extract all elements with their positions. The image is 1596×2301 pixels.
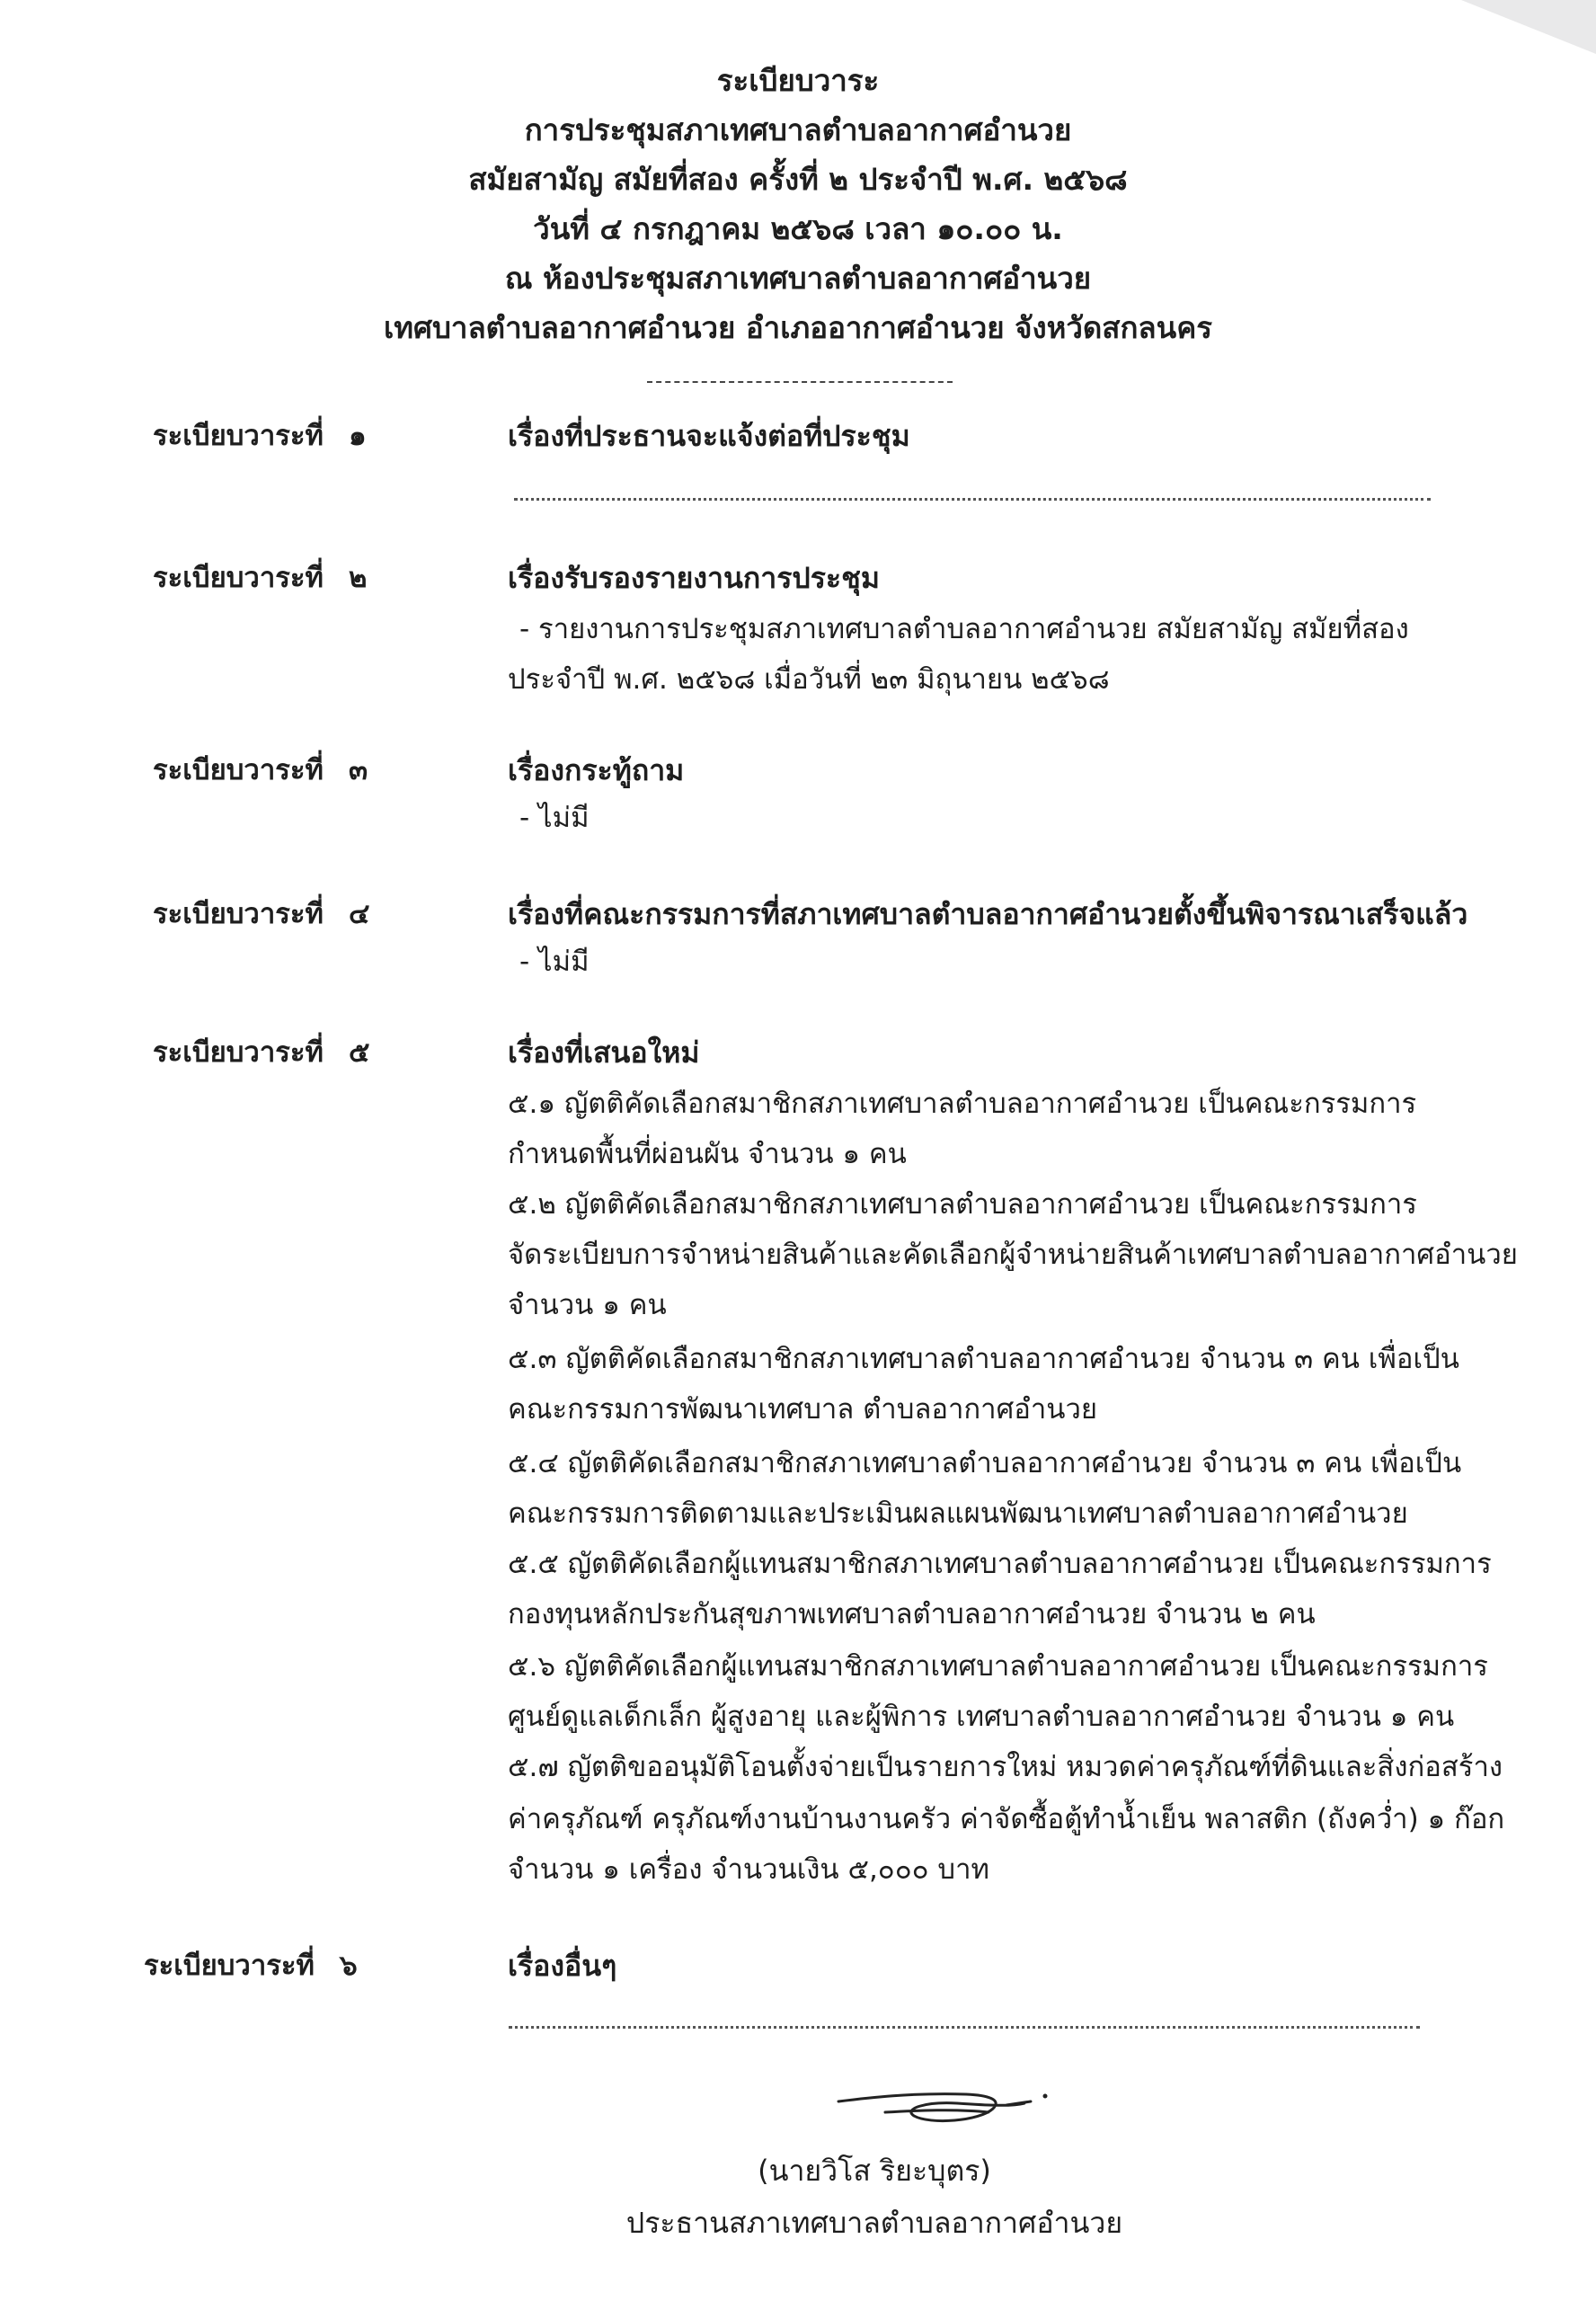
agenda-body-line: ๕.๓ ญัตติคัดเลือกสมาชิกสภาเทศบาลตำบลอากาศอำนวย จำนวน ๓ คน เพื่อเป็น bbox=[508, 1343, 1459, 1375]
agenda-body-line: ๕.๕ ญัตติคัดเลือกผู้แทนสมาชิกสภาเทศบาลตำบลอากาศอำนวย เป็นคณะกรรมการ bbox=[508, 1548, 1492, 1580]
agenda-body-line: ๕.๔ ญัตติคัดเลือกสมาชิกสภาเทศบาลตำบลอากาศอำนวย จำนวน ๓ คน เพื่อเป็น bbox=[508, 1447, 1462, 1479]
agenda-number: ๕ bbox=[348, 1036, 370, 1069]
agenda-body-line: - ไม่มี bbox=[519, 802, 590, 834]
dotted-fill-line bbox=[514, 498, 1431, 501]
agenda-body-line: คณะกรรมการพัฒนาเทศบาล ตำบลอากาศอำนวย bbox=[508, 1393, 1098, 1426]
agenda-body-line: จำนวน ๑ คน bbox=[508, 1289, 667, 1321]
agenda-body-line: กำหนดพื้นที่ผ่อนผัน จำนวน ๑ คน bbox=[508, 1138, 907, 1170]
agenda-label-text: ระเบียบวาระที่ bbox=[153, 898, 324, 930]
agenda-body-line: จำนวน ๑ เครื่อง จำนวนเงิน ๕,๐๐๐ บาท bbox=[508, 1853, 989, 1886]
dotted-fill-line bbox=[509, 2026, 1420, 2029]
agenda-label bbox=[153, 890, 369, 938]
agenda-number: ๒ bbox=[348, 562, 368, 594]
agenda-body-line: ๕.๒ ญัตติคัดเลือกสมาชิกสภาเทศบาลตำบลอากาศอำนวย เป็นคณะกรรมการ bbox=[508, 1188, 1417, 1221]
agenda-label-text: ระเบียบวาระที่ bbox=[153, 754, 324, 786]
agenda-title: เรื่องที่คณะกรรมการที่สภาเทศบาลตำบลอากาศอำนวยตั้งขึ้นพิจารณาเสร็จแล้ว bbox=[508, 897, 1468, 931]
meeting-name: การประชุมสภาเทศบาลตำบลอากาศอำนวย bbox=[524, 112, 1072, 147]
agenda-body-line: ๕.๑ ญัตติคัดเลือกสมาชิกสภาเทศบาลตำบลอากาศอำนวย เป็นคณะกรรมการ bbox=[508, 1088, 1417, 1120]
agenda-body-line: ประจำปี พ.ศ. ๒๕๖๘ เมื่อวันที่ ๒๓ มิถุนายน ๒๕๖๘ bbox=[508, 663, 1110, 696]
organization-address: เทศบาลตำบลอากาศอำนวย อำเภออากาศอำนวย จังหวัดสกลนคร bbox=[383, 310, 1213, 345]
agenda-body-line: - ไม่มี bbox=[519, 946, 590, 978]
agenda-title: เรื่องกระทู้ถาม bbox=[508, 753, 685, 787]
agenda-body-line: จัดระเบียบการจำหน่ายสินค้าและคัดเลือกผู้จำหน่ายสินค้าเทศบาลตำบลอากาศอำนวย bbox=[508, 1239, 1518, 1271]
agenda-body-line: กองทุนหลักประกันสุขภาพเทศบาลตำบลอากาศอำนวย จำนวน ๒ คน bbox=[508, 1598, 1316, 1630]
document-header bbox=[0, 56, 1596, 352]
signatory-name: (นายวิโส ริยะบุตร) bbox=[758, 2154, 991, 2188]
agenda-body-line: ค่าครุภัณฑ์ ครุภัณฑ์งานบ้านงานครัว ค่าจัดซื้อตู้ทำน้ำเย็น พลาสติก (ถังคว่ำ) ๑ ก๊อก bbox=[508, 1803, 1505, 1835]
agenda-label bbox=[144, 1941, 358, 1990]
agenda-label bbox=[153, 746, 368, 795]
agenda-body-line: - รายงานการประชุมสภาเทศบาลตำบลอากาศอำนวย สมัยสามัญ สมัยที่สอง bbox=[519, 613, 1409, 645]
agenda-body-line: ศูนย์ดูแลเด็กเล็ก ผู้สูงอายุ และผู้พิการ เทศบาลตำบลอากาศอำนวย จำนวน ๑ คน bbox=[508, 1701, 1455, 1733]
session-info: สมัยสามัญ สมัยที่สอง ครั้งที่ ๒ ประจำปี พ.ศ. ๒๕๖๘ bbox=[468, 162, 1128, 197]
signatory-position: ประธานสภาเทศบาลตำบลอากาศอำนวย bbox=[625, 2206, 1123, 2240]
agenda-title: เรื่องที่เสนอใหม่ bbox=[508, 1035, 700, 1070]
agenda-label bbox=[153, 554, 367, 602]
agenda-title: เรื่องที่ประธานจะแจ้งต่อที่ประชุม bbox=[508, 419, 910, 453]
header-separator bbox=[647, 381, 953, 383]
page-corner-fold bbox=[1461, 0, 1596, 54]
agenda-number: ๓ bbox=[348, 754, 368, 786]
meeting-date-time: วันที่ ๔ กรกฎาคม ๒๕๖๘ เวลา ๑๐.๐๐ น. bbox=[533, 211, 1063, 246]
agenda-label-text: ระเบียบวาระที่ bbox=[144, 1950, 315, 1982]
agenda-number: ๑ bbox=[348, 420, 367, 452]
agenda-number: ๖ bbox=[339, 1950, 358, 1982]
meeting-venue: ณ ห้องประชุมสภาเทศบาลตำบลอากาศอำนวย bbox=[504, 261, 1092, 296]
agenda-label-text: ระเบียบวาระที่ bbox=[153, 420, 324, 452]
agenda-body-line: คณะกรรมการติดตามและประเมินผลแผนพัฒนาเทศบาลตำบลอากาศอำนวย bbox=[508, 1497, 1408, 1530]
agenda-body-line: ๕.๖ ญัตติคัดเลือกผู้แทนสมาชิกสภาเทศบาลตำบลอากาศอำนวย เป็นคณะกรรมการ bbox=[508, 1650, 1488, 1683]
agenda-body-line: ๕.๗ ญัตติขออนุมัติโอนตั้งจ่ายเป็นรายการใหม่ หมวดค่าครุภัณฑ์ที่ดินและสิ่งก่อสร้าง bbox=[508, 1751, 1503, 1783]
agenda-label bbox=[153, 412, 367, 460]
agenda-number: ๔ bbox=[348, 898, 370, 930]
agenda-title: เรื่องอื่นๆ bbox=[508, 1949, 617, 1983]
signature-scribble bbox=[831, 2085, 1056, 2153]
document-title: ระเบียบวาระ bbox=[716, 63, 880, 98]
agenda-title: เรื่องรับรองรายงานการประชุม bbox=[508, 561, 880, 595]
agenda-label-text: ระเบียบวาระที่ bbox=[153, 562, 324, 594]
agenda-label bbox=[153, 1028, 369, 1077]
agenda-label-text: ระเบียบวาระที่ bbox=[153, 1036, 324, 1069]
